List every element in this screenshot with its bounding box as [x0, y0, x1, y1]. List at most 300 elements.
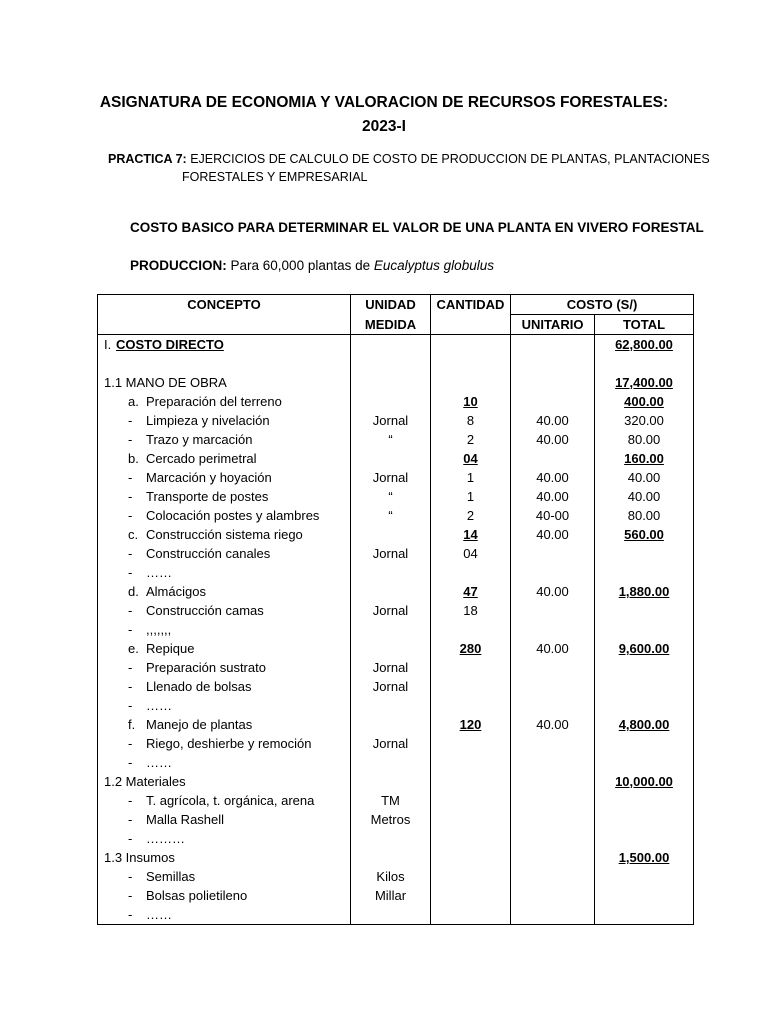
cell-total — [595, 905, 694, 925]
cell-total — [595, 677, 694, 696]
cell-unidad-value: “ — [388, 508, 393, 523]
cell-unitario — [511, 677, 595, 696]
table-row — [98, 335, 694, 355]
cell-total-value: 40.00 — [627, 489, 661, 504]
cell-unitario-value: 40.00 — [536, 470, 569, 485]
table-row — [98, 411, 694, 430]
cell-cantidad-value: 04 — [463, 451, 478, 466]
row-prefix: - — [128, 755, 133, 770]
table-row — [98, 563, 694, 582]
document-year: 2023-I — [362, 118, 406, 135]
cell-cantidad — [431, 601, 511, 620]
cell-cantidad — [431, 544, 511, 563]
table-row — [98, 487, 694, 506]
table-row — [98, 582, 694, 601]
header-total: TOTAL — [595, 315, 694, 335]
cell-cantidad — [431, 620, 511, 639]
table-row — [98, 715, 694, 734]
cell-cantidad — [431, 658, 511, 677]
cell-total — [595, 449, 694, 468]
table-row — [98, 886, 694, 905]
cell-cantidad — [431, 392, 511, 411]
cell-total — [595, 392, 694, 411]
cell-total — [595, 468, 694, 487]
cell-unidad — [351, 829, 431, 848]
cell-cantidad — [431, 487, 511, 506]
cell-unitario — [511, 449, 595, 468]
cell-unidad — [351, 449, 431, 468]
cell-unidad — [351, 734, 431, 753]
cell-concepto — [98, 829, 351, 848]
cell-unidad-value: Jornal — [372, 736, 409, 751]
practica-heading — [108, 150, 710, 186]
cell-unidad — [351, 335, 431, 355]
cell-unidad — [351, 411, 431, 430]
cell-unidad — [351, 506, 431, 525]
row-prefix: e. — [128, 641, 139, 656]
cell-cantidad — [431, 829, 511, 848]
cell-unitario-value: 40.00 — [536, 641, 569, 656]
row-label: Construcción canales — [146, 546, 271, 561]
row-prefix: - — [128, 565, 133, 580]
cell-unitario-value: 40.00 — [536, 432, 569, 447]
header-unitario: UNITARIO — [511, 315, 595, 335]
cell-unidad — [351, 658, 431, 677]
produccion-line — [130, 258, 494, 273]
cell-cantidad-value: 280 — [459, 641, 482, 656]
cell-unidad — [351, 886, 431, 905]
cell-concepto — [98, 430, 351, 449]
row-prefix: - — [128, 698, 133, 713]
cell-cantidad-value: 04 — [463, 546, 478, 561]
cell-cantidad-value: 1 — [466, 489, 475, 504]
cell-unidad — [351, 791, 431, 810]
cell-total — [595, 411, 694, 430]
cell-unidad-value: “ — [388, 489, 393, 504]
table-row — [98, 753, 694, 772]
practica-label: PRACTICA 7: — [108, 152, 187, 166]
cell-cantidad-value: 47 — [463, 584, 478, 599]
cell-unidad-value: Jornal — [372, 603, 409, 618]
row-label: Almácigos — [146, 584, 206, 599]
cell-total — [595, 829, 694, 848]
cell-total-value: 9,600.00 — [618, 641, 670, 656]
row-prefix: - — [128, 546, 133, 561]
cell-unidad-value: Jornal — [372, 660, 409, 675]
cell-unidad-value: “ — [388, 432, 393, 447]
cell-unidad-value: Jornal — [372, 546, 409, 561]
table-row — [98, 373, 694, 392]
cell-total — [595, 715, 694, 734]
cell-total — [595, 867, 694, 886]
cell-cantidad-value: 8 — [466, 413, 475, 428]
cell-cantidad-value: 18 — [463, 603, 478, 618]
cell-unitario — [511, 354, 595, 373]
cell-unitario — [511, 639, 595, 658]
cell-unidad — [351, 772, 431, 791]
cell-unidad — [351, 715, 431, 734]
row-label: Trazo y marcación — [146, 432, 253, 447]
cell-total — [595, 544, 694, 563]
cell-concepto — [98, 639, 351, 658]
cell-concepto — [98, 715, 351, 734]
cell-unidad — [351, 639, 431, 658]
produccion-species: Eucalyptus globulus — [373, 258, 494, 273]
row-label: Manejo de plantas — [146, 717, 253, 732]
cell-concepto — [98, 582, 351, 601]
cell-total-value: 160.00 — [624, 451, 664, 466]
cell-total — [595, 639, 694, 658]
cell-cantidad — [431, 734, 511, 753]
row-label: Preparación sustrato — [146, 660, 266, 675]
cell-unitario — [511, 905, 595, 925]
cell-total — [595, 772, 694, 791]
header-unidad: UNIDAD — [351, 295, 431, 315]
table-row — [98, 905, 694, 925]
header-cantidad: CANTIDAD — [431, 295, 511, 335]
row-label: Bolsas polietileno — [146, 888, 248, 903]
cell-total-value: 320.00 — [624, 413, 664, 428]
row-prefix: - — [128, 413, 133, 428]
cell-total-value: 400.00 — [624, 394, 664, 409]
table-row — [98, 734, 694, 753]
cell-unitario-value: 40.00 — [536, 527, 569, 542]
cell-concepto — [98, 544, 351, 563]
table-body — [98, 335, 694, 925]
cell-unitario — [511, 506, 595, 525]
row-label: Construcción camas — [146, 603, 264, 618]
cell-cantidad — [431, 582, 511, 601]
cell-total — [595, 506, 694, 525]
table-row — [98, 506, 694, 525]
row-label: …… — [146, 755, 172, 770]
cell-total — [595, 696, 694, 715]
cell-concepto — [98, 620, 351, 639]
row-prefix: - — [128, 622, 133, 637]
row-label: T. agrícola, t. orgánica, arena — [146, 793, 315, 808]
cell-total — [595, 734, 694, 753]
cell-unitario — [511, 696, 595, 715]
table-row — [98, 677, 694, 696]
cell-unitario — [511, 430, 595, 449]
cell-total — [595, 620, 694, 639]
row-label: …… — [146, 907, 172, 922]
cell-total — [595, 753, 694, 772]
cell-cantidad — [431, 525, 511, 544]
cell-unitario-value: 40.00 — [536, 717, 569, 732]
cell-unidad-value: Kilos — [376, 869, 405, 884]
cell-total — [595, 487, 694, 506]
practica-text-line2: FORESTALES Y EMPRESARIAL — [182, 170, 368, 184]
row-prefix: - — [128, 508, 133, 523]
cell-cantidad — [431, 886, 511, 905]
row-label: Marcación y hoyación — [146, 470, 272, 485]
cell-total — [595, 886, 694, 905]
cell-unitario — [511, 487, 595, 506]
cell-cantidad — [431, 449, 511, 468]
cell-unitario — [511, 411, 595, 430]
practica-text-line1: EJERCICIOS DE CALCULO DE COSTO DE PRODUCCION DE PLANTAS, PLANTACIONES — [190, 152, 710, 166]
cell-total-value: 40.00 — [627, 470, 661, 485]
cell-unidad — [351, 810, 431, 829]
cell-unitario-value: 40-00 — [535, 508, 570, 523]
cell-concepto — [98, 525, 351, 544]
header-concepto: CONCEPTO — [98, 295, 351, 335]
row-label: Cercado perimetral — [146, 451, 257, 466]
cell-unidad-value: Jornal — [372, 413, 409, 428]
row-prefix: - — [128, 603, 133, 618]
cell-concepto — [98, 506, 351, 525]
row-prefix: I. — [104, 337, 112, 352]
cell-unidad — [351, 468, 431, 487]
cell-total — [595, 373, 694, 392]
cell-unitario — [511, 772, 595, 791]
cell-unitario — [511, 848, 595, 867]
table-row — [98, 639, 694, 658]
table-row — [98, 867, 694, 886]
cell-total — [595, 582, 694, 601]
row-prefix: - — [128, 888, 133, 903]
cell-cantidad-value: 2 — [466, 432, 475, 447]
row-prefix: - — [128, 907, 133, 922]
cell-cantidad — [431, 430, 511, 449]
table-row — [98, 430, 694, 449]
row-prefix: - — [128, 660, 133, 675]
cell-unitario — [511, 335, 595, 355]
cell-concepto — [98, 810, 351, 829]
cell-cantidad-value: 1 — [466, 470, 475, 485]
cell-concepto — [98, 392, 351, 411]
row-label: 1.3 Insumos — [104, 850, 175, 865]
row-label: Semillas — [146, 869, 196, 884]
cell-unitario-value: 40.00 — [536, 413, 569, 428]
cell-unidad — [351, 677, 431, 696]
cell-cantidad-value: 10 — [463, 394, 478, 409]
table-row — [98, 601, 694, 620]
cell-unitario — [511, 544, 595, 563]
row-prefix: d. — [128, 584, 139, 599]
cell-cantidad — [431, 867, 511, 886]
cell-unidad — [351, 905, 431, 925]
cell-unidad — [351, 563, 431, 582]
cell-unidad-value: Metros — [370, 812, 411, 827]
row-label: …… — [146, 565, 172, 580]
cell-total-value: 62,800.00 — [615, 337, 673, 352]
cell-total-value: 80.00 — [627, 432, 661, 447]
cell-unitario — [511, 582, 595, 601]
cell-unitario — [511, 468, 595, 487]
table-row — [98, 525, 694, 544]
cell-concepto — [98, 905, 351, 925]
cell-unitario — [511, 886, 595, 905]
cell-unitario — [511, 392, 595, 411]
cell-concepto — [98, 449, 351, 468]
cell-cantidad — [431, 772, 511, 791]
cell-total — [595, 658, 694, 677]
cell-unidad — [351, 848, 431, 867]
cell-cantidad — [431, 335, 511, 355]
cell-concepto — [98, 468, 351, 487]
table-row — [98, 544, 694, 563]
row-label: …… — [146, 698, 172, 713]
row-label: Repique — [146, 641, 195, 656]
row-prefix: b. — [128, 451, 139, 466]
cell-unitario — [511, 791, 595, 810]
cell-total — [595, 810, 694, 829]
row-label: ,,,,,,, — [146, 622, 172, 637]
row-label: Malla Rashell — [146, 812, 225, 827]
cell-unitario — [511, 373, 595, 392]
header-costo: COSTO (S/) — [511, 295, 694, 315]
cell-total-value: 80.00 — [627, 508, 661, 523]
cell-concepto — [98, 658, 351, 677]
row-label: Llenado de bolsas — [146, 679, 252, 694]
cell-cantidad — [431, 468, 511, 487]
row-prefix: - — [128, 812, 133, 827]
cell-concepto — [98, 677, 351, 696]
cell-unidad-value: TM — [381, 793, 400, 808]
cell-unitario — [511, 715, 595, 734]
header-medida: MEDIDA — [351, 315, 431, 335]
cell-concepto — [98, 734, 351, 753]
cell-cantidad — [431, 753, 511, 772]
row-prefix: c. — [128, 527, 139, 542]
cell-concepto — [98, 867, 351, 886]
table-row — [98, 810, 694, 829]
table-row — [98, 772, 694, 791]
cell-unidad — [351, 373, 431, 392]
cell-cantidad — [431, 411, 511, 430]
cell-cantidad — [431, 639, 511, 658]
row-prefix: a. — [128, 394, 139, 409]
cell-total — [595, 354, 694, 373]
row-prefix: - — [128, 736, 133, 751]
cell-unitario — [511, 563, 595, 582]
cell-total — [595, 335, 694, 355]
cell-unitario — [511, 525, 595, 544]
cell-unitario — [511, 620, 595, 639]
cell-unitario — [511, 867, 595, 886]
cell-unidad — [351, 867, 431, 886]
cell-concepto — [98, 886, 351, 905]
row-label: Preparación del terreno — [146, 394, 282, 409]
cell-total-value: 17,400.00 — [615, 375, 673, 390]
cell-total — [595, 848, 694, 867]
cell-concepto — [98, 354, 351, 373]
cell-total-value: 4,800.00 — [618, 717, 670, 732]
row-label: Colocación postes y alambres — [146, 508, 320, 523]
cell-cantidad — [431, 791, 511, 810]
cell-cantidad-value: 14 — [463, 527, 478, 542]
cell-unidad-value: Millar — [374, 888, 407, 903]
cell-unitario — [511, 810, 595, 829]
cell-unidad — [351, 544, 431, 563]
cell-total-value: 1,880.00 — [618, 584, 670, 599]
cell-concepto — [98, 411, 351, 430]
cell-unidad — [351, 696, 431, 715]
cell-unidad — [351, 620, 431, 639]
cell-unidad — [351, 487, 431, 506]
row-label: COSTO DIRECTO — [116, 337, 224, 352]
cell-cantidad-value: 2 — [466, 508, 475, 523]
row-label: Transporte de postes — [146, 489, 269, 504]
produccion-label: PRODUCCION: — [130, 258, 227, 273]
section-subtitle: COSTO BASICO PARA DETERMINAR EL VALOR DE UNA PLANTA EN VIVERO FORESTAL — [130, 220, 704, 235]
table-row — [98, 468, 694, 487]
cell-cantidad-value: 120 — [459, 717, 482, 732]
table-row — [98, 658, 694, 677]
cell-unitario-value: 40.00 — [536, 489, 569, 504]
table-row — [98, 354, 694, 373]
cell-unitario — [511, 601, 595, 620]
cell-cantidad — [431, 715, 511, 734]
cell-total — [595, 525, 694, 544]
cell-unitario — [511, 753, 595, 772]
table-row — [98, 791, 694, 810]
cell-cantidad — [431, 677, 511, 696]
cell-concepto — [98, 373, 351, 392]
cell-unitario — [511, 658, 595, 677]
cell-cantidad — [431, 373, 511, 392]
cell-total-value: 10,000.00 — [615, 774, 673, 789]
cell-concepto — [98, 696, 351, 715]
row-prefix: - — [128, 793, 133, 808]
document-title: ASIGNATURA DE ECONOMIA Y VALORACION DE RECURSOS FORESTALES: — [99, 94, 669, 111]
cell-cantidad — [431, 563, 511, 582]
cell-unidad — [351, 753, 431, 772]
cell-total — [595, 563, 694, 582]
table-row — [98, 392, 694, 411]
row-prefix: - — [128, 831, 133, 846]
produccion-text: Para 60,000 plantas de — [230, 258, 371, 273]
cell-unidad — [351, 392, 431, 411]
table-row — [98, 449, 694, 468]
cell-concepto — [98, 753, 351, 772]
row-label: 1.1 MANO DE OBRA — [104, 375, 227, 390]
row-label: Riego, deshierbe y remoción — [146, 736, 312, 751]
cell-total-value: 560.00 — [624, 527, 664, 542]
row-label: Limpieza y nivelación — [146, 413, 270, 428]
cell-unidad — [351, 430, 431, 449]
cell-total-value: 1,500.00 — [618, 850, 670, 865]
cell-cantidad — [431, 848, 511, 867]
row-prefix: - — [128, 432, 133, 447]
row-label: ……… — [146, 831, 185, 846]
cell-unidad — [351, 601, 431, 620]
cell-cantidad — [431, 506, 511, 525]
row-prefix: - — [128, 869, 133, 884]
cell-unidad — [351, 525, 431, 544]
cell-unitario-value: 40.00 — [536, 584, 569, 599]
row-prefix: - — [128, 470, 133, 485]
cell-total — [595, 430, 694, 449]
cell-unidad — [351, 582, 431, 601]
cell-concepto — [98, 335, 351, 355]
cell-unidad-value: Jornal — [372, 679, 409, 694]
cell-unitario — [511, 734, 595, 753]
table-row — [98, 848, 694, 867]
row-label: Construcción sistema riego — [146, 527, 303, 542]
cell-concepto — [98, 487, 351, 506]
cell-unitario — [511, 829, 595, 848]
cell-cantidad — [431, 354, 511, 373]
cell-cantidad — [431, 810, 511, 829]
row-prefix: - — [128, 489, 133, 504]
cell-cantidad — [431, 696, 511, 715]
cell-concepto — [98, 601, 351, 620]
cell-total — [595, 791, 694, 810]
cell-concepto — [98, 563, 351, 582]
